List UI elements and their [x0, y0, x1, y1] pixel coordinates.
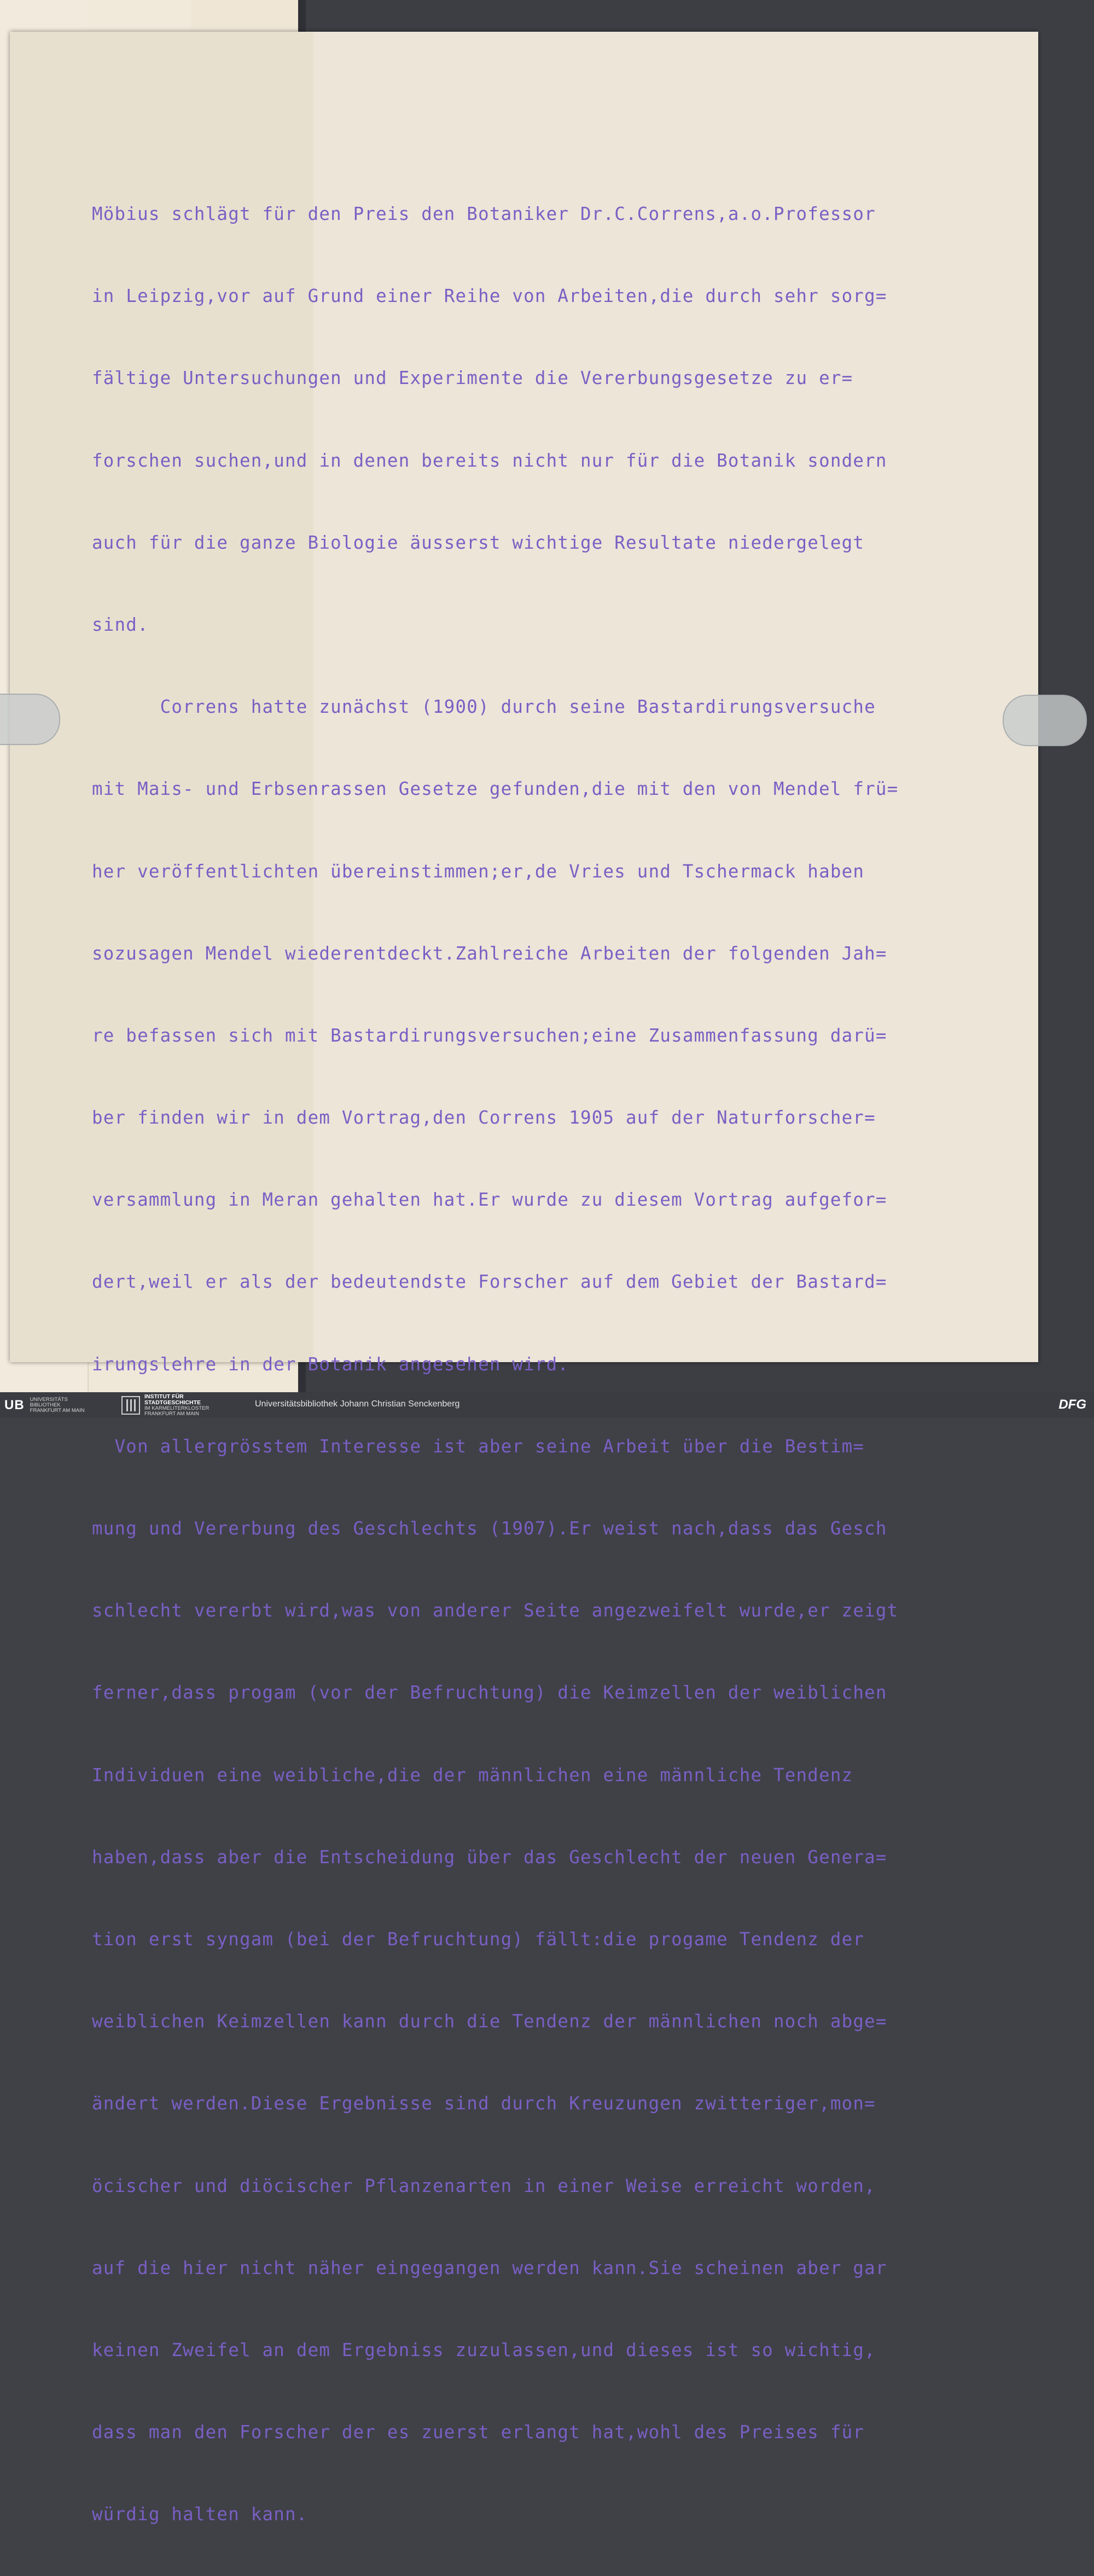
text-line: schlecht vererbt wird,was von anderer Seite angezweifelt wurde,er zeigt: [92, 1600, 899, 1621]
isg-logo[interactable]: [121, 1395, 209, 1415]
text-line: auf die hier nicht näher eingegangen werden kann.Sie scheinen aber gar: [92, 2257, 887, 2278]
isg-line-1: INSTITUT FÜR: [144, 1393, 184, 1400]
text-line: ferner,dass progam (vor der Befruchtung) die Keimzellen der weiblichen: [92, 1682, 887, 1703]
text-line: sind.: [92, 614, 149, 635]
ub-logo[interactable]: [4, 1395, 85, 1415]
text-line: Individuen eine weibliche,die der männlichen eine männliche Tendenz: [92, 1764, 853, 1786]
typed-text: [92, 152, 967, 2576]
text-line: keinen Zweifel an dem Ergebniss zuzulassen,und dieses ist so wichtig,: [92, 2339, 876, 2360]
ub-line-3: FRANKFURT AM MAIN: [30, 1408, 85, 1414]
dfg-logo[interactable]: DFG: [1058, 1397, 1086, 1412]
text-line: fältige Untersuchungen und Experimente die Vererbungsgesetze zu er=: [92, 368, 853, 389]
isg-columns-icon: [121, 1396, 140, 1415]
library-name: Universitätsbibliothek Johann Christian Senckenberg: [255, 1399, 460, 1409]
isg-logo-text: [144, 1394, 209, 1417]
paper-clip-left: [0, 694, 60, 745]
text-line: irungslehre in der Botanik angesehen wird.: [92, 1353, 569, 1375]
text-line: würdig halten kann.: [92, 2504, 308, 2525]
ub-line-2: BIBLIOTHEK: [30, 1402, 61, 1408]
text-line: öcischer und diöcischer Pflanzenarten in einer Weise erreicht worden,: [92, 2175, 876, 2196]
text-line: sozusagen Mendel wiederentdeckt.Zahlreiche Arbeiten der folgenden Jah=: [92, 943, 887, 964]
text-line: forschen suchen,und in denen bereits nicht nur für die Botanik sondern: [92, 450, 887, 471]
text-line: haben,dass aber die Entscheidung über das Geschlecht der neuen Genera=: [92, 1846, 887, 1868]
text-line: ändert werden.Diese Ergebnisse sind durch Kreuzungen zwitteriger,mon=: [92, 2093, 876, 2114]
text-line: Correns hatte zunächst (1900) durch seine Bastardirungsversuche: [92, 696, 876, 718]
text-line: Möbius schlägt für den Preis den Botaniker Dr.C.Correns,a.o.Professor: [92, 203, 876, 224]
text-line: re befassen sich mit Bastardirungsversuchen;eine Zusammenfassung darü=: [92, 1025, 887, 1046]
text-line: ber finden wir in dem Vortrag,den Correns 1905 auf der Naturforscher=: [92, 1107, 876, 1129]
isg-line-3: IM KARMELITERKLOSTER: [144, 1405, 210, 1411]
isg-line-2: STADTGESCHICHTE: [144, 1399, 201, 1406]
text-line: her veröffentlichten übereinstimmen;er,de Vries und Tschermack haben: [92, 860, 865, 882]
ub-logo-text: [30, 1397, 85, 1414]
text-line: auch für die ganze Biologie äusserst wichtige Resultate niedergelegt: [92, 532, 865, 553]
text-line: tion erst syngam (bei der Befruchtung) fällt:die progame Tendenz der: [92, 1928, 865, 1950]
ub-line-1: UNIVERSITÄTS: [30, 1397, 68, 1403]
text-line: mit Mais- und Erbsenrassen Gesetze gefunden,die mit den von Mendel frü=: [92, 778, 899, 800]
footer-bar: [0, 1392, 1094, 1418]
ub-mark: UB: [4, 1398, 25, 1412]
text-line: weiblichen Keimzellen kann durch die Tendenz der männlichen noch abge=: [92, 2011, 887, 2032]
text-line: dert,weil er als der bedeutendste Forscher auf dem Gebiet der Bastard=: [92, 1271, 887, 1293]
text-line: dass man den Forscher der es zuerst erlangt hat,wohl des Preises für: [92, 2422, 865, 2443]
paper-clip-right: [1003, 695, 1087, 746]
isg-line-4: FRANKFURT AM MAIN: [144, 1411, 199, 1417]
text-line: versammlung in Meran gehalten hat.Er wurde zu diesem Vortrag aufgefor=: [92, 1189, 887, 1211]
text-line: mung und Vererbung des Geschlechts (1907).Er weist nach,dass das Gesch: [92, 1518, 887, 1539]
text-line: Von allergrösstem Interesse ist aber seine Arbeit über die Bestim=: [92, 1435, 865, 1457]
text-line: in Leipzig,vor auf Grund einer Reihe von Arbeiten,die durch sehr sorg=: [92, 286, 887, 307]
